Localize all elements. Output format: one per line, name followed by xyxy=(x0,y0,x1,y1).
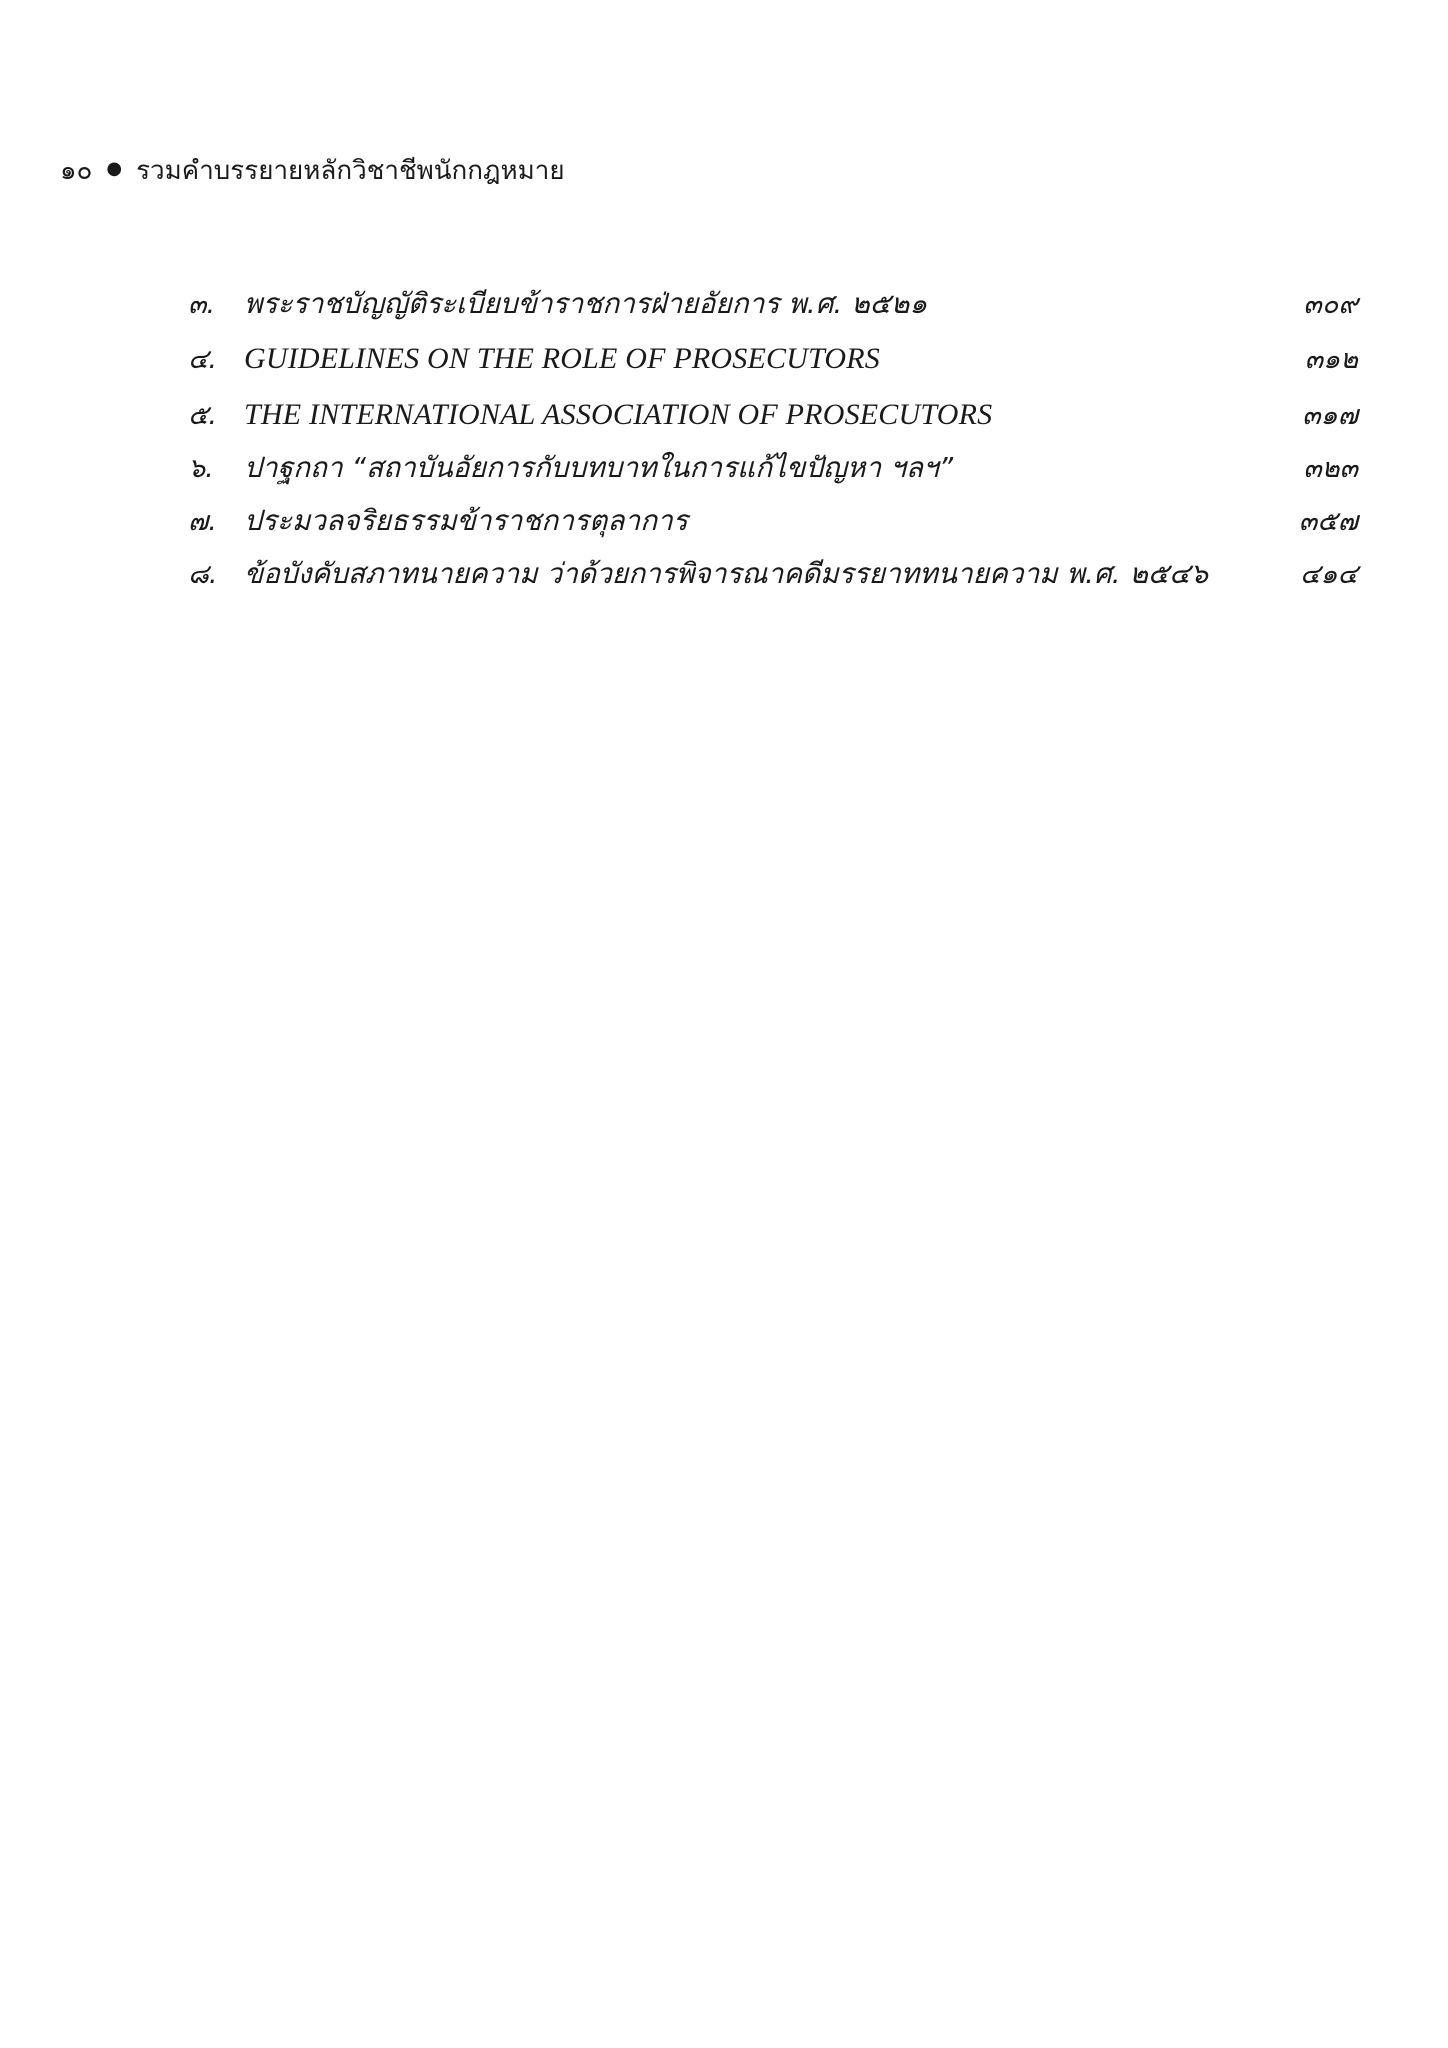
toc-entry-number: ๗. xyxy=(188,506,217,538)
toc-entry-page: ๓๕๗ xyxy=(1298,506,1358,538)
toc-entry xyxy=(188,450,1358,487)
toc-entry-page: ๓๑๗ xyxy=(1302,399,1358,431)
toc-entry-page: ๓๒๓ xyxy=(1303,453,1358,485)
toc-entry-page: ๔๑๔ xyxy=(1299,559,1358,591)
toc-entry-number: ๕. xyxy=(188,399,218,431)
toc-entry-title: THE INTERNATIONAL ASSOCIATION OF PROSECUTORS xyxy=(244,397,993,431)
toc-entry xyxy=(188,395,1358,435)
running-header xyxy=(60,158,565,184)
bullet-icon: ● xyxy=(106,158,123,179)
toc-entry-title: พระราชบัญญัติระเบียบข้าราชการฝ่ายอัยการ พ.ศ. ๒๕๒๑ xyxy=(244,287,928,320)
page-folio-number: ๑๐ xyxy=(60,156,93,186)
toc-entry-title: GUIDELINES ON THE ROLE OF PROSECUTORS xyxy=(244,341,881,375)
toc-entry-title: ประมวลจริยธรรมข้าราชการตุลาการ xyxy=(244,504,688,538)
toc-entry xyxy=(188,556,1358,593)
toc-entry-number: ๘. xyxy=(188,559,218,591)
running-header-title: รวมคำบรรยายหลักวิชาชีพนักกฎหมาย xyxy=(136,156,565,186)
toc-entry-number: ๔. xyxy=(188,343,218,375)
toc-entry xyxy=(188,503,1358,540)
toc-entry xyxy=(188,339,1358,379)
toc-entry-title: ข้อบังคับสภาทนายความ ว่าด้วยการพิจารณาคดีมรรยาททนายความ พ.ศ. ๒๕๔๖ xyxy=(244,557,1209,591)
table-of-contents xyxy=(188,286,1358,609)
toc-entry-number: ๓. xyxy=(188,289,216,320)
toc-entry-page: ๓๑๒ xyxy=(1304,343,1358,375)
toc-entry-number: ๖. xyxy=(188,453,214,485)
toc-entry-title: ปาฐกถา “สถาบันอัยการกับบทบาทในการแก้ไขปัญหา ฯลฯ” xyxy=(244,451,954,485)
toc-entry-page: ๓๐๙ xyxy=(1303,289,1358,320)
toc-entry xyxy=(188,286,1358,323)
